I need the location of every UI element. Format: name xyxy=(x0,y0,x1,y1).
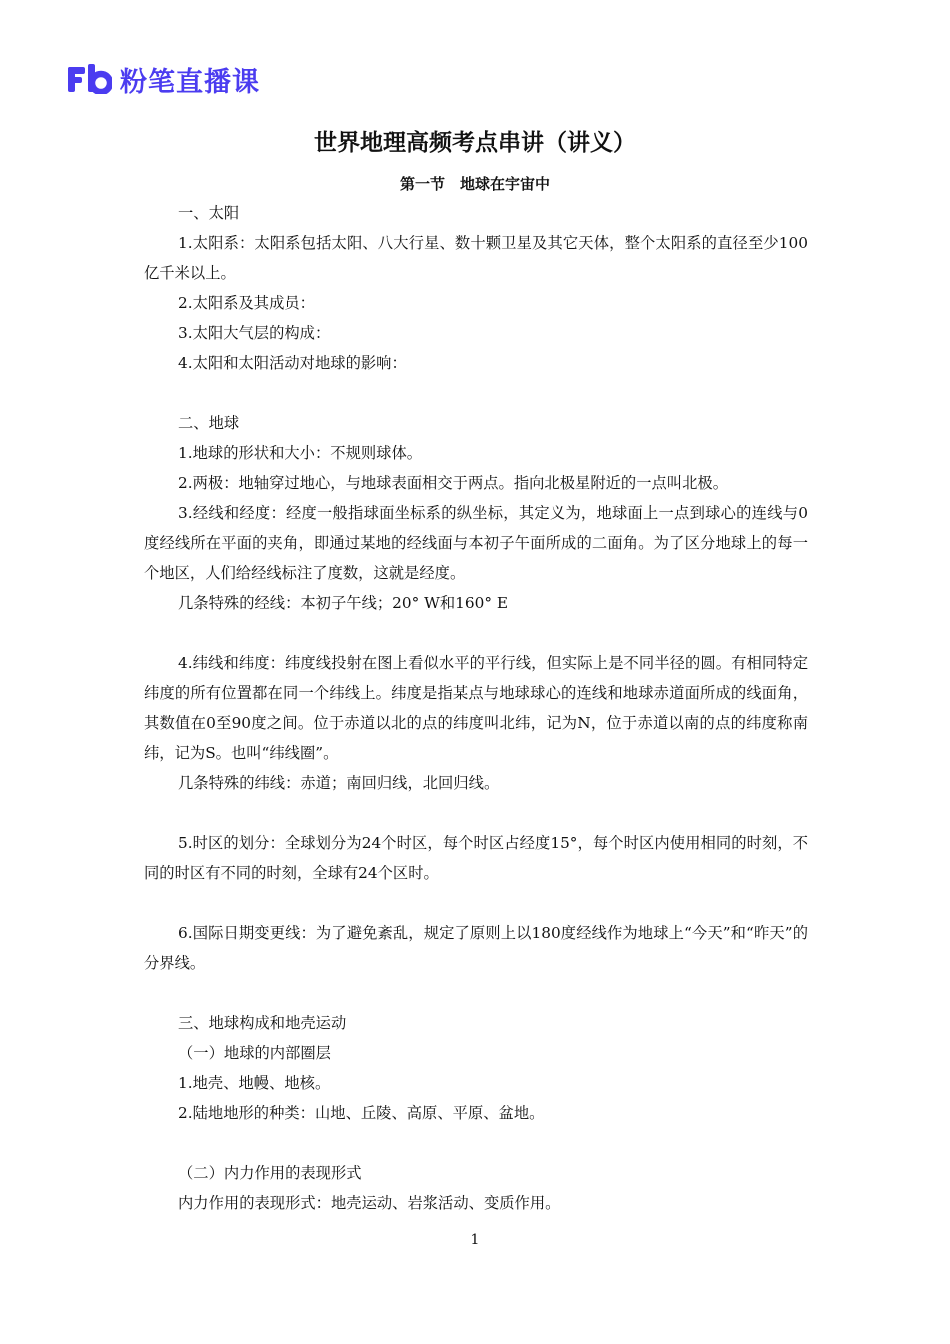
paragraph: 内力作用的表现形式：地壳运动、岩浆活动、变质作用。 xyxy=(178,1194,561,1212)
fb-logo-icon xyxy=(68,64,112,94)
paragraph: 1.地壳、地幔、地核。 xyxy=(178,1074,331,1092)
paragraph: 1.地球的形状和大小：不规则球体。 xyxy=(178,444,423,462)
document-body xyxy=(144,198,808,1218)
blank-line xyxy=(144,1128,808,1158)
paragraph: 几条特殊的经线：本初子午线；20° W和160° E xyxy=(178,594,509,612)
page-number: 1 xyxy=(470,1232,480,1248)
paragraph: 4.太阳和太阳活动对地球的影响： xyxy=(178,354,407,372)
paragraph: 3.经线和经度：经度一般指球面坐标系的纵坐标，其定义为，地球面上一点到球心的连线与0度经线所在平面的夹角，即通过某地的经线面与本初子午面所成的二面角。为了区分地球上的每一个地区，人们给经线标注了度数，这就是经度。 xyxy=(144,504,808,582)
paragraph: （二）内力作用的表现形式 xyxy=(178,1164,362,1182)
brand-name: 粉笔直播课 xyxy=(120,66,260,98)
paragraph: 一、太阳 xyxy=(178,204,240,222)
paragraph: 5.时区的划分：全球划分为24个时区，每个时区占经度15°，每个时区内使用相同的时刻，不同的时区有不同的时刻，全球有24个区时。 xyxy=(144,834,808,882)
paragraph: 2.两极：地轴穿过地心，与地球表面相交于两点。指向北极星附近的一点叫北极。 xyxy=(178,474,728,492)
paragraph: 几条特殊的纬线：赤道；南回归线，北回归线。 xyxy=(178,774,500,792)
paragraph: 二、地球 xyxy=(178,414,240,432)
brand-logo xyxy=(68,62,260,96)
section-title: 第一节 地球在宇宙中 xyxy=(399,175,550,193)
paragraph: 1.太阳系：太阳系包括太阳、八大行星、数十颗卫星及其它天体，整个太阳系的直径至少100亿千米以上。 xyxy=(144,234,808,282)
paragraph: 4.纬线和纬度：纬度线投射在图上看似水平的平行线，但实际上是不同半径的圆。有相同特定纬度的所有位置都在同一个纬线上。纬度是指某点与地球球心的连线和地球赤道面所成的线面角，其数值在0至90度之间。位于赤道以北的点的纬度叫北纬，记为N，位于赤道以南的点的纬度称南纬，记为S。也叫“纬线圈”。 xyxy=(144,654,808,762)
paragraph: （一）地球的内部圈层 xyxy=(178,1044,331,1062)
blank-line xyxy=(144,798,808,828)
paragraph: 3.太阳大气层的构成： xyxy=(178,324,331,342)
paragraph: 三、地球构成和地壳运动 xyxy=(178,1014,347,1032)
blank-line xyxy=(144,888,808,918)
blank-line xyxy=(144,618,808,648)
blank-line xyxy=(144,378,808,408)
document-title: 世界地理高频考点串讲（讲义） xyxy=(314,130,636,156)
blank-line xyxy=(144,978,808,1008)
paragraph: 2.太阳系及其成员： xyxy=(178,294,315,312)
paragraph: 6.国际日期变更线：为了避免紊乱，规定了原则上以180度经线作为地球上“今天”和“昨天”的分界线。 xyxy=(144,924,808,972)
paragraph: 2.陆地地形的种类：山地、丘陵、高原、平原、盆地。 xyxy=(178,1104,545,1122)
